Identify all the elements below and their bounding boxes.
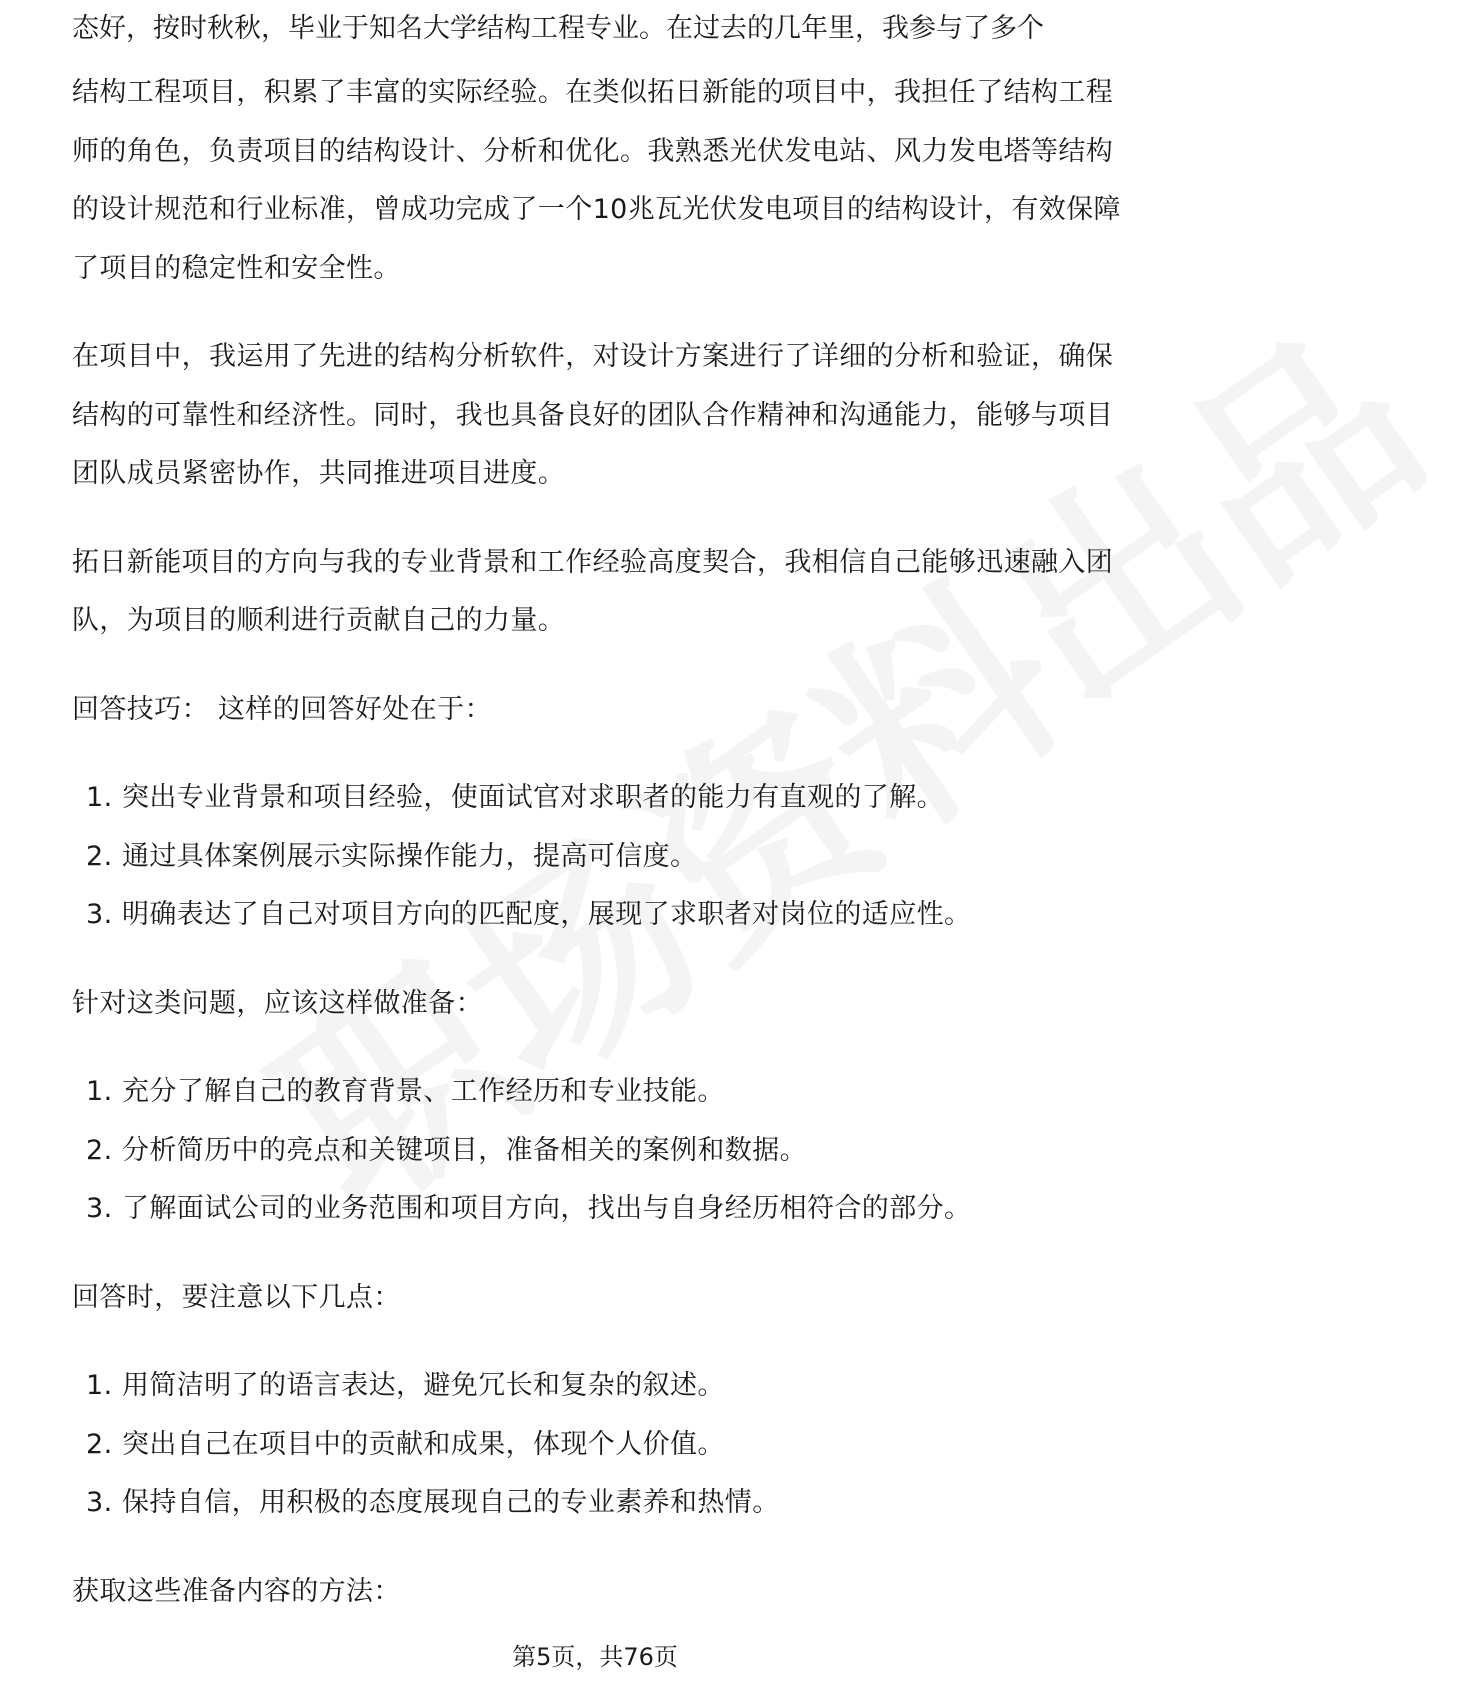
prep-list	[72, 1063, 1122, 1239]
answer-heading: 回答时，要注意以下几点：	[72, 1281, 401, 1313]
cut-off-text: 态好，按时秋秋，毕业于知名大学结构工程专业。在过去的几年里，我参与了多个	[72, 13, 1044, 44]
list-item: 3. 明确表达了自己对项目方向的匹配度，展现了求职者对岗位的适应性。	[86, 899, 972, 930]
tips-list	[72, 769, 1122, 945]
paragraph-skills: 在项目中，我运用了先进的结构分析软件，对设计方案进行了详细的分析和验证，确保结构的可靠性和经济性。同时，我也具备良好的团队合作精神和沟通能力，能够与项目团队成员紧密协作，共同推进项目进度。	[72, 341, 1114, 489]
page-number-footer: 第5页，共76页	[512, 1643, 678, 1671]
list-item: 2. 突出自己在项目中的贡献和成果，体现个人价值。	[86, 1428, 725, 1460]
paragraph-experience: 结构工程项目，积累了丰富的实际经验。在类似拓日新能的项目中，我担任了结构工程师的角色，负责项目的结构设计、分析和优化。我熟悉光伏发电站、风力发电塔等结构的设计规范和行业标准，曾成功完成了一个10兆瓦光伏发电项目的结构设计，有效保障了项目的稳定性和安全性。	[72, 77, 1121, 284]
list-item: 2. 分析简历中的亮点和关键项目，准备相关的案例和数据。	[86, 1134, 807, 1166]
tips-heading: 回答技巧： 这样的回答好处在于：	[72, 693, 492, 725]
prep-heading: 针对这类问题，应该这样做准备：	[72, 987, 483, 1019]
cut-off-line	[72, 13, 1122, 60]
list-item: 3. 保持自信，用积极的态度展现自己的专业素养和热情。	[86, 1487, 780, 1518]
list-item: 1. 突出专业背景和项目经验，使面试官对求职者的能力有直观的了解。	[86, 782, 944, 813]
list-item: 2. 通过具体案例展示实际操作能力，提高可信度。	[86, 840, 698, 872]
method-heading: 获取这些准备内容的方法：	[72, 1575, 401, 1607]
page-content	[72, 13, 1122, 1621]
answer-points-list	[72, 1357, 1122, 1533]
paragraph-fit: 拓日新能项目的方向与我的专业背景和工作经验高度契合，我相信自己能够迅速融入团队，为项目的顺利进行贡献自己的力量。	[72, 546, 1114, 636]
list-item: 1. 充分了解自己的教育背景、工作经历和专业技能。	[86, 1076, 725, 1107]
list-item: 1. 用简洁明了的语言表达，避免冗长和复杂的叙述。	[86, 1370, 725, 1401]
list-item: 3. 了解面试公司的业务范围和项目方向，找出与自身经历相符合的部分。	[86, 1193, 972, 1224]
